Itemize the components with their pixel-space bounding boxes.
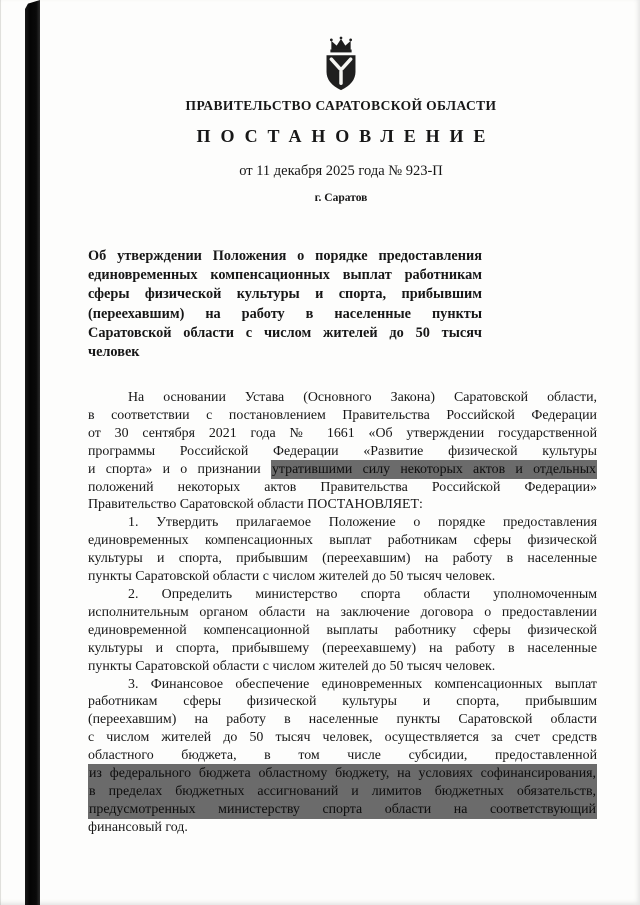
text-segment: областного бюджета, в том числе субсидии, предоставленной: [88, 748, 597, 764]
text-line: [88, 604, 597, 622]
text-line: [88, 747, 597, 765]
scan-highlight: утратившими силу некоторых актов и отдельных: [271, 461, 596, 477]
text-line: [88, 676, 597, 694]
text-line: [88, 514, 597, 532]
text-segment: программы Российской Федерации «Развитие физической культуры: [88, 443, 597, 459]
text-line: [88, 693, 597, 711]
text-segment: исполнительным органом области на заключение договора о предоставлении: [88, 604, 597, 620]
text-segment: пункты Саратовской области с числом жителей до 50 тысяч человек.: [88, 569, 496, 585]
text-line: [88, 586, 597, 604]
paragraph: [88, 586, 597, 676]
text-segment: финансовый год.: [88, 819, 188, 835]
text-line: [88, 765, 597, 783]
text-line: [88, 461, 597, 479]
scan-highlight: из федерального бюджета областному бюджету, на условиях софинансирования,: [89, 766, 596, 782]
text-line: [88, 324, 482, 343]
text-line: [88, 819, 597, 837]
text-line: [88, 479, 597, 497]
text-segment: положений некоторых актов Правительства Российской Федерации»: [88, 479, 597, 495]
text-segment: 3. Финансовое обеспечение единовременных компенсационных выплат: [128, 676, 597, 692]
text-segment: 1. Утвердить прилагаемое Положение о порядке предоставления: [128, 515, 597, 531]
text-line: [88, 640, 597, 658]
date-number-line: от 11 декабря 2025 года № 923-П: [239, 163, 443, 179]
text-segment: человек: [88, 344, 140, 361]
text-segment: единовременной компенсационной выплаты работнику сферы физической: [88, 622, 597, 638]
scan-highlight: предусмотренных министерству спорта области на соответствующий: [89, 801, 596, 817]
text-line: [88, 389, 597, 407]
place-line: г. Саратов: [314, 192, 368, 204]
text-line: [88, 711, 597, 729]
text-segment: 2. Определить министерство спорта области уполномоченным: [128, 586, 597, 602]
text-line: [88, 496, 597, 514]
text-line: [88, 532, 597, 550]
text-line: [88, 568, 597, 586]
text-line: [88, 622, 597, 640]
paragraph: [88, 514, 597, 586]
text-line: [88, 658, 597, 676]
coat-of-arms-saratov-icon: [316, 36, 366, 92]
text-segment: от 30 сентября 2021 года № 1661 «Об утверждении государственной: [88, 425, 597, 441]
text-line: [88, 343, 482, 362]
paragraph: [88, 676, 597, 837]
text-line: [88, 729, 597, 747]
text-segment: сферы физической культуры и спорта, прибывшим: [88, 286, 482, 303]
text-line: [88, 266, 482, 285]
text-line: [88, 550, 597, 568]
text-line: [88, 247, 482, 266]
text-line: [88, 407, 597, 425]
text-line: [88, 285, 482, 304]
subject-block: [88, 247, 482, 362]
text-segment: в соответствии с постановлением Правительства Российской Федерации: [88, 407, 597, 423]
text-segment: с числом жителей до 50 тысяч человек, осуществляется за счет средств: [88, 730, 597, 746]
text-segment: (переехавшим) на работу в населенные пункты: [88, 305, 482, 322]
coat-of-arms-saratov-icon: [88, 36, 594, 92]
text-segment: Правительство Саратовской области ПОСТАНОВЛЯЕТ:: [88, 497, 423, 513]
text-segment: На основании Устава (Основного Закона) Саратовской области,: [128, 390, 597, 405]
document-type-title: ПОСТАНОВЛЕНИЕ: [196, 126, 496, 146]
text-segment: работникам сферы физической культуры и спорта, прибывшим: [88, 694, 597, 710]
text-segment: Об утверждении Положения о порядке предоставления: [88, 248, 482, 264]
text-segment: культуры и спорта, прибывшему (переехавшему) на работу в населенные: [88, 640, 597, 656]
text-line: [88, 783, 597, 801]
text-segment: единовременных компенсационных выплат работникам сферы физической: [88, 533, 597, 549]
text-line: [88, 801, 597, 819]
scan-highlight: в пределах бюджетных ассигнований и лимитов бюджетных обязательств,: [89, 783, 596, 799]
scan-edge-artifact: [25, 0, 40, 905]
text-segment: единовременных компенсационных выплат работникам: [88, 267, 482, 284]
paragraph: [88, 389, 597, 514]
text-segment: пункты Саратовской области с числом жителей до 50 тысяч человек.: [88, 658, 496, 674]
text-segment: и спорта» и о признании: [88, 461, 271, 477]
text-line: [88, 443, 597, 461]
text-segment: культуры и спорта, прибывшим (переехавшим) на работу в населенные: [88, 551, 597, 567]
org-name: ПРАВИТЕЛЬСТВО САРАТОВСКОЙ ОБЛАСТИ: [185, 98, 497, 113]
text-line: [88, 305, 482, 324]
text-segment: Саратовской области с числом жителей до 50 тысяч: [88, 324, 482, 341]
text-segment: (переехавшим) на работу в населенные пункты Саратовской области: [88, 712, 597, 728]
text-line: [88, 425, 597, 443]
document-body: [88, 389, 597, 837]
